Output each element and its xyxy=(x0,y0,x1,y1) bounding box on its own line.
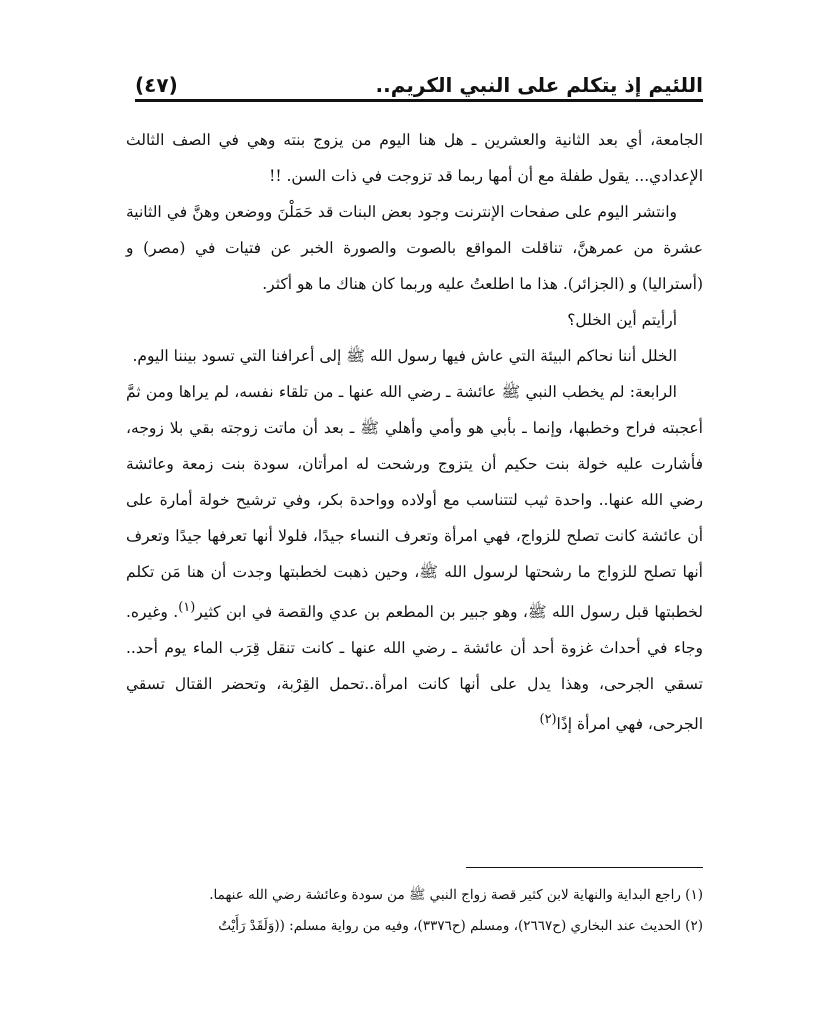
running-header xyxy=(135,72,703,102)
footnote-ref-2: (٢) xyxy=(539,712,557,728)
footnote: (١) راجع البداية والنهاية لابن كثير قصة زواج النبي ﷺ من سودة وعائشة رضي الله عنهما. xyxy=(209,887,703,903)
footnote-ref-1: (١) xyxy=(178,600,196,615)
main-text xyxy=(126,122,703,742)
header-title: اللئيم إذ يتكلم على النبي الكريم.. xyxy=(375,73,703,97)
paragraph: أرأيتم أين الخلل؟ xyxy=(567,311,677,329)
footnotes xyxy=(126,880,703,942)
paragraph-text: . وغيره. وجاء في أحداث غزوة أحد أن عائشة ـ رضي الله عنها ـ كانت تنقل قِرَب الماء يوم أحد.. تسقي الجرحى، وهذا يدل على أنها كانت امرأة..تحمل القِرْبة، وتحضر القتال تسقي الجرحى، فهي امرأة إذًا xyxy=(126,603,703,734)
paragraph xyxy=(126,374,703,742)
footnote-separator xyxy=(466,867,703,868)
paragraph: الخلل أننا نحاكم البيئة التي عاش فيها رسول الله ﷺ إلى أعرافنا التي تسود بيننا اليوم. xyxy=(132,347,677,365)
paragraph-text: الرابعة: لم يخطب النبي ﷺ عائشة ـ رضي الله عنها ـ من تلقاء نفسه، لم يراها ومن ثمَّ أعجبته فراح وخطبها، وإنما ـ بأبي هو وأمي وأهلي ﷺ ـ بعد أن ماتت زوجته بقي بلا زوجه، فأشارت عليه خولة بنت حكيم أن يتزوج ورشحت له امرأتان، سودة بنت زمعة وعائشة رضي الله عنها.. واحدة ثيب لتتناسب مع أولاده وواحدة بكر، وفي ترشيح خولة أمارة على أن عائشة كانت تصلح للزواج، فهي امرأة وتعرف النساء جيدًا، فلولا أنها تعرفها جيدًا وتعرف أنها تصلح للزواج ما رشحتها لرسول الله ﷺ، وحين ذهبت لخطبتها وجدت أن هنا مَن تكلم لخطبتها قبل رسول الله ﷺ، وهو جبير بن المطعم بن عدي والقصة في ابن كثير xyxy=(126,383,703,622)
page-number: (٤٧) xyxy=(135,73,178,97)
footnote: (٢) الحديث عند البخاري (ح٢٦٦٧)، ومسلم (ح٣٣٧٦)، وفيه من رواية مسلم: ((وَلَقَدْ رَأَيْتُ xyxy=(218,918,703,934)
paragraph: الجامعة، أي بعد الثانية والعشرين ـ هل هنا اليوم من يزوج بنته وهي في الصف الثالث الإعدادي... يقول طفلة مع أن أمها ربما قد تزوجت في ذات السن. !! xyxy=(126,131,703,185)
paragraph: وانتشر اليوم على صفحات الإنترنت وجود بعض البنات قد حَمَلْنَ ووضعن وهنَّ في الثانية عشرة من عمرهنَّ، تناقلت المواقع بالصوت والصورة الخبر عن فتيات في (مصر) و (أستراليا) و (الجزائر). هذا ما اطلعتُ عليه وربما كان هناك ما هو أكثر. xyxy=(126,203,703,293)
header-rule xyxy=(135,99,703,102)
